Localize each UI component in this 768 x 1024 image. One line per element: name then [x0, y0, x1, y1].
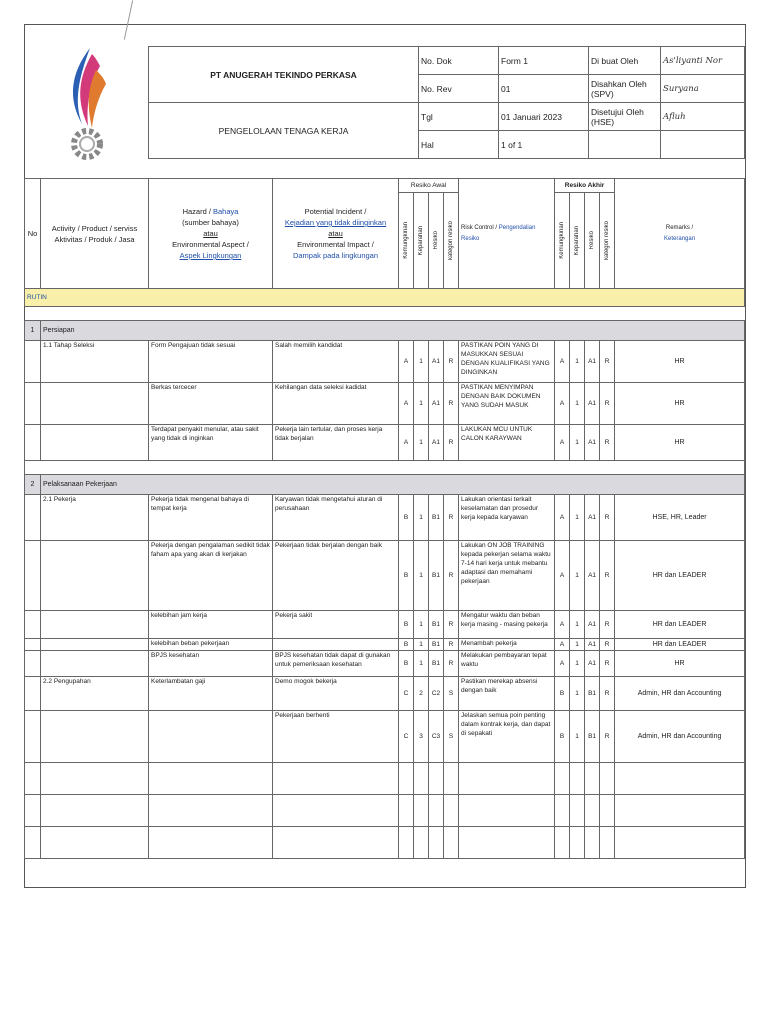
- table-row: [25, 711, 745, 763]
- row-kemungkinan-akhir: A: [555, 341, 570, 383]
- row-kategori-awal: R: [444, 541, 459, 611]
- row-kemungkinan-akhir: A: [555, 651, 570, 677]
- col-remarks: Remarks / Keterangan: [615, 179, 745, 289]
- col-hazard: Hazard / Bahaya (sumber bahaya) atau Environmental Aspect / Aspek Lingkungan: [149, 179, 273, 289]
- row-remarks: HR dan LEADER: [615, 611, 745, 639]
- row-incident: Karyawan tidak mengetahui aturan di perusahaan: [273, 495, 399, 541]
- row-activity: [41, 611, 149, 639]
- row-hazard: kelebihan jam kerja: [149, 611, 273, 639]
- row-activity: [41, 639, 149, 651]
- row-resiko-akhir: A1: [585, 611, 600, 639]
- document-title: PENGELOLAAN TENAGA KERJA: [149, 103, 419, 159]
- col-kemungkinan-1: Kemungkinan: [403, 222, 409, 259]
- date-value: 01 Januari 2023: [499, 103, 589, 131]
- row-control: Lakukan ON JOB TRAINING kepada pekerjan selama waktu 7-14 hari kerja untuk mebantu adaptasi dan memahami pekerjaan: [459, 541, 555, 611]
- row-kategori-awal: R: [444, 383, 459, 425]
- row-keparahan-akhir: 1: [570, 495, 585, 541]
- row-keparahan-akhir: 1: [570, 425, 585, 461]
- row-kemungkinan-akhir: A: [555, 383, 570, 425]
- row-no: [25, 651, 41, 677]
- row-hazard: [149, 711, 273, 763]
- row-resiko-akhir: A1: [585, 341, 600, 383]
- row-keparahan-awal: 2: [414, 677, 429, 711]
- row-no: [25, 541, 41, 611]
- col-resiko-akhir: Resiko Akhir: [555, 179, 615, 193]
- row-control: Mengatur waktu dan beban kerja masing - masing pekerja: [459, 611, 555, 639]
- row-keparahan-awal: 1: [414, 611, 429, 639]
- row-hazard: Keterlambatan gaji: [149, 677, 273, 711]
- row-kemungkinan-awal: C: [399, 677, 414, 711]
- row-kategori-akhir: R: [600, 639, 615, 651]
- row-kategori-awal: R: [444, 639, 459, 651]
- page-value: 1 of 1: [499, 131, 589, 159]
- col-keparahan-2: Keparahan: [574, 225, 581, 256]
- row-activity: [41, 651, 149, 677]
- row-kategori-awal: S: [444, 677, 459, 711]
- row-kategori-akhir: R: [600, 383, 615, 425]
- row-keparahan-akhir: 1: [570, 341, 585, 383]
- row-incident: [273, 639, 399, 651]
- row-resiko-awal: B1: [429, 651, 444, 677]
- table-row: [25, 383, 745, 425]
- row-control: Jelaskan semua poin penting dalam kontrak kerja, dan dapat di sepakati: [459, 711, 555, 763]
- row-kemungkinan-awal: B: [399, 541, 414, 611]
- row-remarks: Admin, HR dan Accounting: [615, 711, 745, 763]
- row-kemungkinan-awal: A: [399, 341, 414, 383]
- table-row: [25, 495, 745, 541]
- row-no: [25, 383, 41, 425]
- row-kategori-awal: R: [444, 341, 459, 383]
- row-kemungkinan-awal: B: [399, 495, 414, 541]
- row-hazard: kelebihan beban pekerjaan: [149, 639, 273, 651]
- row-activity: 2.1 Pekerja: [41, 495, 149, 541]
- row-kemungkinan-akhir: A: [555, 541, 570, 611]
- approved-hse-signature: Afluh: [661, 103, 745, 131]
- row-keparahan-akhir: 1: [570, 639, 585, 651]
- row-remarks: HR: [615, 651, 745, 677]
- row-hazard: Form Pengajuan tidak sesuai: [149, 341, 273, 383]
- row-resiko-awal: B1: [429, 611, 444, 639]
- row-resiko-awal: C3: [429, 711, 444, 763]
- row-keparahan-awal: 1: [414, 651, 429, 677]
- row-keparahan-akhir: 1: [570, 383, 585, 425]
- row-keparahan-akhir: 1: [570, 651, 585, 677]
- row-kategori-awal: R: [444, 425, 459, 461]
- approved-hse-label: Disetujui Oleh (HSE): [589, 103, 661, 131]
- col-risk-control: Risk Control / Pengendalian Resiko: [459, 179, 555, 289]
- row-kemungkinan-awal: A: [399, 383, 414, 425]
- row-incident: BPJS kesehatan tidak dapat di gunakan untuk pemeriksaan kesehatan: [273, 651, 399, 677]
- doc-no-label: No. Dok: [419, 47, 499, 75]
- row-resiko-awal: B1: [429, 541, 444, 611]
- rev-value: 01: [499, 75, 589, 103]
- row-activity: [41, 383, 149, 425]
- row-remarks: HSE, HR, Leader: [615, 495, 745, 541]
- row-hazard: Pekerja tidak mengenal bahaya di tempat kerja: [149, 495, 273, 541]
- row-incident: Pekerja lain tertular, dan proses kerja tidak berjalan: [273, 425, 399, 461]
- risk-table: [24, 178, 745, 859]
- table-row: [25, 611, 745, 639]
- row-activity: [41, 711, 149, 763]
- section-title: Persiapan: [41, 321, 745, 341]
- row-control: PASTIKAN POIN YANG DI MASUKKAN SESUAI DENGAN KUALIFIKASI YANG DINGINKAN: [459, 341, 555, 383]
- row-remarks: HR dan LEADER: [615, 639, 745, 651]
- row-kemungkinan-akhir: B: [555, 711, 570, 763]
- col-kategori-2: kategori resiko: [604, 220, 611, 261]
- row-kategori-akhir: R: [600, 341, 615, 383]
- table-row: [25, 677, 745, 711]
- row-control: Lakukan orientasi terkait keselamatan dan prosedur kerja kepada karyawan: [459, 495, 555, 541]
- row-no: [25, 425, 41, 461]
- row-resiko-akhir: A1: [585, 383, 600, 425]
- row-resiko-akhir: A1: [585, 425, 600, 461]
- row-resiko-akhir: A1: [585, 495, 600, 541]
- row-remarks: Admin, HR dan Accounting: [615, 677, 745, 711]
- row-hazard: BPJS kesehatan: [149, 651, 273, 677]
- row-hazard: Terdapat penyakit menular, atau sakit yang tidak di inginkan: [149, 425, 273, 461]
- row-resiko-awal: B1: [429, 495, 444, 541]
- row-resiko-akhir: B1: [585, 711, 600, 763]
- row-activity: 2.2 Pengupahan: [41, 677, 149, 711]
- empty-role: [589, 131, 661, 159]
- row-control: LAKUKAN MCU UNTUK CALON KARAYWAN: [459, 425, 555, 461]
- col-keparahan-1: Keparahan: [418, 225, 424, 256]
- table-row: [25, 541, 745, 611]
- row-kategori-akhir: R: [600, 611, 615, 639]
- table-row: [25, 425, 745, 461]
- row-kemungkinan-akhir: A: [555, 495, 570, 541]
- row-no: [25, 611, 41, 639]
- row-resiko-awal: A1: [429, 341, 444, 383]
- col-kategori-1: kategori resiko: [448, 220, 454, 261]
- row-incident: Pekerja sakit: [273, 611, 399, 639]
- col-no: No: [25, 179, 41, 289]
- row-keparahan-akhir: 1: [570, 677, 585, 711]
- row-kategori-akhir: R: [600, 541, 615, 611]
- col-incident: Potential Incident / Kejadian yang tidak diinginkan atau Environmental Impact / Dampak pada lingkungan: [273, 179, 399, 289]
- row-keparahan-awal: 3: [414, 711, 429, 763]
- row-kategori-akhir: R: [600, 651, 615, 677]
- row-kemungkinan-awal: B: [399, 639, 414, 651]
- row-control: PASTIKAN MENYIMPAN DENGAN BAIK DOKUMEN YANG SUDAH MASUK: [459, 383, 555, 425]
- row-remarks: HR: [615, 425, 745, 461]
- row-no: [25, 711, 41, 763]
- row-no: [25, 639, 41, 651]
- section-no: 2: [25, 475, 41, 495]
- row-remarks: HR: [615, 383, 745, 425]
- row-control: Menambah pekerja: [459, 639, 555, 651]
- row-kategori-awal: R: [444, 495, 459, 541]
- col-activity: Activity / Product / serviss Aktivitas / Produk / Jasa: [41, 179, 149, 289]
- row-keparahan-akhir: 1: [570, 611, 585, 639]
- row-resiko-akhir: A1: [585, 651, 600, 677]
- row-keparahan-awal: 1: [414, 341, 429, 383]
- rev-label: No. Rev: [419, 75, 499, 103]
- row-kategori-awal: R: [444, 651, 459, 677]
- row-resiko-akhir: B1: [585, 677, 600, 711]
- doc-no-value: Form 1: [499, 47, 589, 75]
- row-kategori-awal: S: [444, 711, 459, 763]
- row-resiko-awal: A1: [429, 383, 444, 425]
- made-by-signature: As'liyanti Nor: [661, 47, 745, 75]
- page-label: Hal: [419, 131, 499, 159]
- row-kategori-akhir: R: [600, 677, 615, 711]
- approved-spv-signature: Suryana: [661, 75, 745, 103]
- row-resiko-awal: B1: [429, 639, 444, 651]
- empty-signature: [661, 131, 745, 159]
- section-title: Pelaksanaan Pekerjaan: [41, 475, 745, 495]
- row-incident: Demo mogok bekerja: [273, 677, 399, 711]
- row-kemungkinan-awal: A: [399, 425, 414, 461]
- row-keparahan-awal: 1: [414, 383, 429, 425]
- row-kategori-akhir: R: [600, 495, 615, 541]
- row-kemungkinan-akhir: B: [555, 677, 570, 711]
- row-kategori-akhir: R: [600, 711, 615, 763]
- row-incident: Pekerjaan tidak berjalan dengan baik: [273, 541, 399, 611]
- row-no: [25, 677, 41, 711]
- approved-spv-label: Disahkan Oleh (SPV): [589, 75, 661, 103]
- row-kemungkinan-akhir: A: [555, 639, 570, 651]
- row-keparahan-awal: 1: [414, 425, 429, 461]
- row-keparahan-awal: 1: [414, 495, 429, 541]
- row-no: [25, 341, 41, 383]
- row-control: Melakukan pembayaran tepat waktu: [459, 651, 555, 677]
- table-row: [25, 651, 745, 677]
- row-kategori-awal: R: [444, 611, 459, 639]
- row-kemungkinan-akhir: A: [555, 425, 570, 461]
- row-remarks: HR: [615, 341, 745, 383]
- row-no: [25, 495, 41, 541]
- row-hazard: Pekerja dengan pengalaman sedikit tidak faham apa yang akan di kerjakan: [149, 541, 273, 611]
- col-resiko-2: Resiko: [589, 231, 596, 250]
- row-resiko-awal: A1: [429, 425, 444, 461]
- table-row: [25, 341, 745, 383]
- company-logo: [60, 44, 114, 166]
- row-hazard: Berkas tercecer: [149, 383, 273, 425]
- row-activity: [41, 425, 149, 461]
- col-resiko-1: Resiko: [433, 231, 439, 250]
- row-resiko-akhir: A1: [585, 541, 600, 611]
- row-control: Pastikan merekap absensi dengan baik: [459, 677, 555, 711]
- company-name: PT ANUGERAH TEKINDO PERKASA: [149, 47, 419, 103]
- table-row: [25, 639, 745, 651]
- row-kategori-akhir: R: [600, 425, 615, 461]
- row-keparahan-akhir: 1: [570, 541, 585, 611]
- row-activity: [41, 541, 149, 611]
- col-resiko-awal: Resiko Awal: [399, 179, 459, 193]
- row-kemungkinan-awal: C: [399, 711, 414, 763]
- col-kemungkinan-2: Kemungkinan: [559, 222, 566, 259]
- document-header: [148, 46, 745, 159]
- row-kemungkinan-awal: B: [399, 651, 414, 677]
- row-incident: Salah memilih kandidat: [273, 341, 399, 383]
- row-kemungkinan-akhir: A: [555, 611, 570, 639]
- rutin-label: RUTIN: [25, 289, 745, 307]
- row-keparahan-awal: 1: [414, 639, 429, 651]
- row-remarks: HR dan LEADER: [615, 541, 745, 611]
- row-keparahan-akhir: 1: [570, 711, 585, 763]
- made-by-label: Di buat Oleh: [589, 47, 661, 75]
- row-incident: Kehilangan data seleksi kadidat: [273, 383, 399, 425]
- row-activity: 1.1 Tahap Seleksi: [41, 341, 149, 383]
- row-resiko-akhir: A1: [585, 639, 600, 651]
- row-kemungkinan-awal: B: [399, 611, 414, 639]
- row-incident: Pekerjaan berhenti: [273, 711, 399, 763]
- row-resiko-awal: C2: [429, 677, 444, 711]
- date-label: Tgl: [419, 103, 499, 131]
- row-keparahan-awal: 1: [414, 541, 429, 611]
- section-no: 1: [25, 321, 41, 341]
